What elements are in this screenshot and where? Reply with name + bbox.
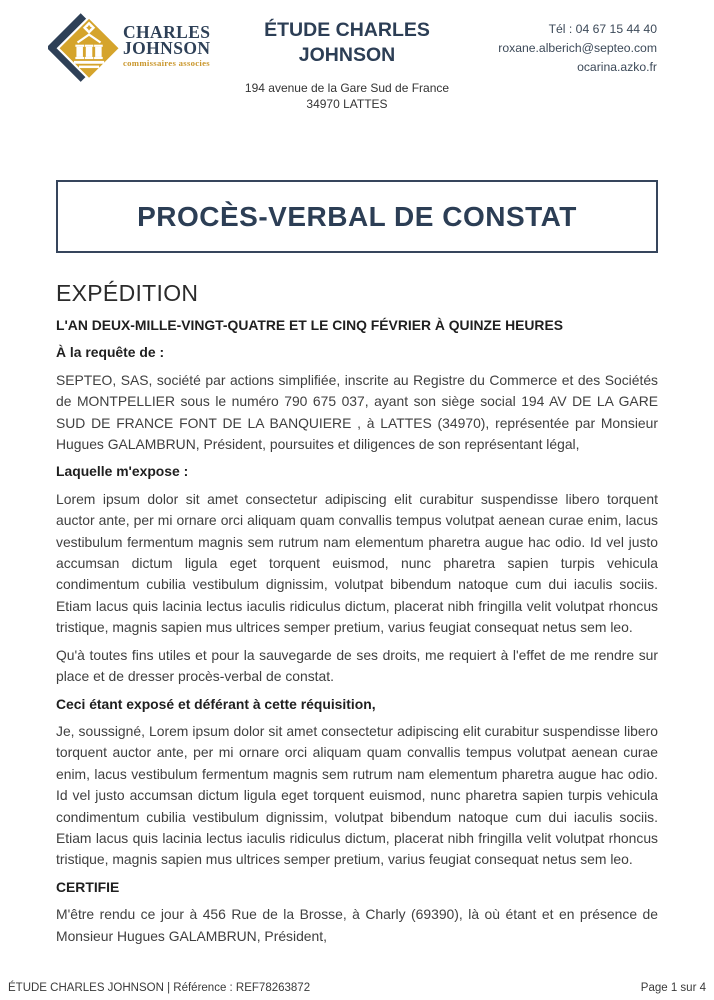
- office-title-line1: ÉTUDE CHARLES: [264, 19, 430, 41]
- logo-base-band: [74, 61, 104, 64]
- logo-name-line1: CHARLES: [123, 22, 211, 42]
- footer-reference: ÉTUDE CHARLES JOHNSON | Référence : REF78263872: [8, 982, 311, 994]
- footer-page-number: Page 1 sur 4: [640, 982, 706, 994]
- logo-columns: [75, 45, 102, 59]
- section-heading-expedition: EXPÉDITION: [56, 280, 199, 306]
- expose-heading: Laquelle m'expose :: [56, 463, 189, 480]
- date-line: L'AN DEUX-MILLE-VINGT-QUATRE ET LE CINQ FÉVRIER À QUINZE HEURES: [56, 317, 563, 333]
- requester-paragraph: SEPTEO, SAS, société par actions simplifiée, inscrite au Registre du Commerce et des Sociétés de MONTPELLIER sous le numéro 790 675 037, ayant son siège social 194 AV DE LA GARE SUD DE FRANCE FONT DE LA BANQUIERE , à LATTES (34970), représentée par Monsieur Hugues GALAMBRUN, Président, poursuites et diligences de son représentant légal,: [56, 371, 658, 453]
- contact-email: roxane.alberich@septeo.com: [498, 41, 657, 55]
- office-header: [177, 18, 517, 112]
- document-title: PROCÈS-VERBAL DE CONSTAT: [137, 201, 577, 232]
- certify-heading: CERTIFIE: [56, 878, 120, 895]
- requisition-paragraph: Je, soussigné, Lorem ipsum dolor sit amet consectetur adipiscing elit curabitur suspendisse libero torquent auctor ante, per mi ornare orci aliquam quam convallis tempus volutpat aenean curae enim, lacus vestibulum fermentum magnis sem rutrum nam elementum pharetra augue hac odio. Id vel justo accumsan dictum ligula eget torquent euismod, nunc pharetra sapien turpis vehicula condimentum cubilia vestibulum dignissim, volutpat bibendum natoque cum dui iaculis sociis. Etiam lacus quis lacinia lectus iaculis ridiculus dictum, placerat nibh fringilla velit volutpat rhoncus tristique, magnis sapien mus ultrices semper pretium, varius feugiat consequat netus sem leo.: [56, 722, 658, 868]
- contact-website: ocarina.azko.fr: [577, 60, 657, 74]
- contact-phone: Tél : 04 67 15 44 40: [548, 22, 657, 36]
- logo-name-line2: JOHNSON: [123, 38, 211, 58]
- safeguard-paragraph: Qu'à toutes fins utiles et pour la sauvegarde de ses droits, me requiert à l'effet de me rendre sur place et de dresser procès-verbal de constat.: [56, 646, 658, 685]
- office-address: [177, 81, 517, 112]
- office-address-line1: 194 avenue de la Gare Sud de France: [244, 81, 450, 95]
- expose-paragraph: Lorem ipsum dolor sit amet consectetur adipiscing elit curabitur suspendisse libero torquent auctor ante, per mi ornare orci aliquam quam convallis tempus volutpat aenean curae enim, lacus vestibulum fermentum magnis sem rutrum nam elementum pharetra augue hac odio. Id vel justo accumsan dictum ligula eget torquent euismod, nunc pharetra sapien turpis vehicula condimentum cubilia vestibulum dignissim, volutpat bibendum natoque cum dui iaculis sociis. Etiam lacus quis lacinia lectus iaculis ridiculus dictum, placerat nibh fringilla velit volutpat rhoncus tristique, magnis sapien mus ultrices semper pretium, varius feugiat consequat netus sem leo.: [56, 490, 658, 636]
- letterhead: [0, 0, 714, 175]
- office-address-line2: 34970 LATTES: [306, 96, 388, 111]
- page-footer: [8, 982, 706, 994]
- contact-info: [498, 20, 657, 77]
- firm-logo-icon: [48, 11, 120, 87]
- office-title-line2: JOHNSON: [298, 43, 396, 66]
- logo-base-step: [79, 66, 99, 69]
- logo-tagline: commissaires associes: [123, 58, 210, 68]
- document-title-box: [56, 180, 658, 253]
- requisition-heading: Ceci étant exposé et déférant à cette réquisition,: [56, 695, 376, 712]
- certify-paragraph: M'être rendu ce jour à 456 Rue de la Brosse, à Charly (69390), là où étant et en présence de Monsieur Hugues GALAMBRUN, Président,: [56, 906, 658, 944]
- request-heading: À la requête de :: [56, 344, 165, 361]
- office-title: [177, 18, 517, 67]
